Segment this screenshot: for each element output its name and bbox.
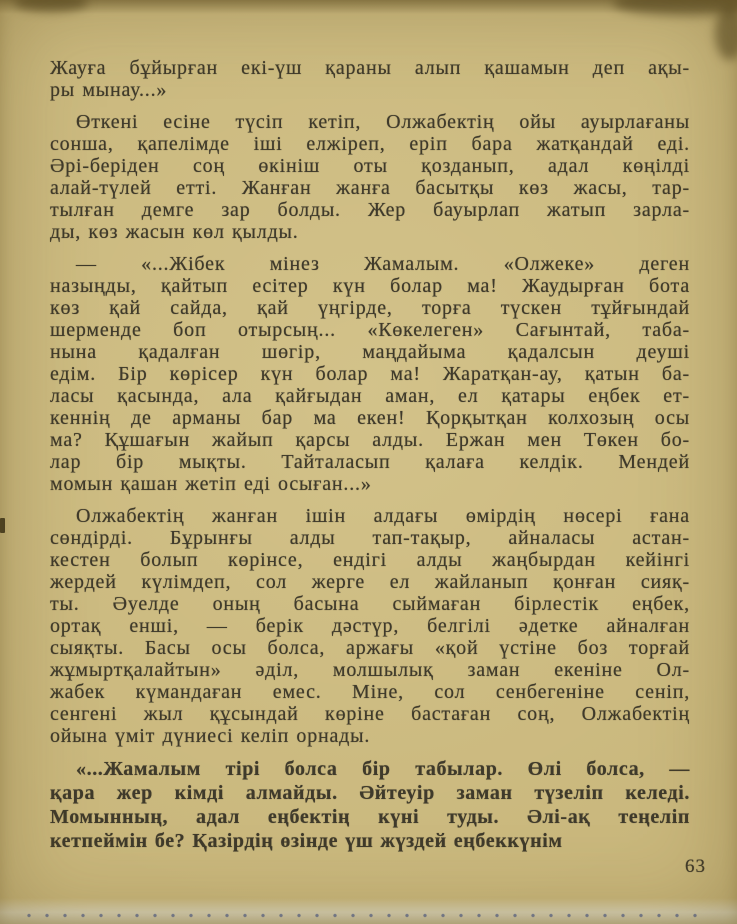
text-line: — «...Жібек мінез Жамалым. «Олжеке» деген xyxy=(76,253,690,275)
text-line: назыңды, қайтып есітер күн болар ма! Жаудырған бота xyxy=(50,275,690,297)
text-line: сенгені жыл құсындай көріне бастаған соң, Олжабектің xyxy=(50,703,690,725)
text-line: жердей күлімдеп, сол жерге ел жайланып қонған сияқ- xyxy=(50,571,690,593)
text-line: едім. Бір көрісер күн болар ма! Жаратқан-ау, қатын ба- xyxy=(50,363,690,385)
text-line: кеннің де арманы бар ма екен! Қорқытқан колхозың осы xyxy=(50,407,690,429)
scan-smudge-top-right-corner xyxy=(715,6,737,60)
text-line: шерменде боп отырсың... «Көкелеген» Сағынтай, таба- xyxy=(50,319,690,341)
text-line: кетпеймін бе? Қазірдің өзінде үш жүздей еңбеккүнім xyxy=(50,830,563,852)
page-number: 63 xyxy=(685,856,706,877)
text-line: сөндірді. Бұрынғы алды тап-тақыр, айналасы астан- xyxy=(50,527,690,549)
paragraph xyxy=(50,757,690,853)
paragraph xyxy=(50,253,690,495)
text-line: «...Жамалым тірі болса бір табылар. Өлі болса, — xyxy=(76,758,690,780)
paragraph xyxy=(50,111,690,243)
text-line: Әрі-беріден соң өкініш оты қозданып, адал көңілді xyxy=(50,155,690,177)
text-line: ортақ енші, — берік дәстүр, белгілі әдетке айналған xyxy=(50,615,690,637)
paragraph xyxy=(50,57,690,101)
page-text xyxy=(50,57,690,863)
text-line: жабек күмандаған емес. Міне, сол сенбегеніне сеніп, xyxy=(50,681,690,703)
text-line: Олжабектің жанған ішін алдағы өмірдің нөсері ғана xyxy=(76,505,690,527)
text-line: ойына үміт дүниесі келіп орнады. xyxy=(50,725,371,747)
scan-edge-bottom xyxy=(0,898,737,924)
text-line: Өткені есіне түсіп кетіп, Олжабектің ойы ауырлағаны xyxy=(76,111,690,133)
text-line: лар бір мықты. Тайталасып қалаға келдік. Мендей xyxy=(50,451,690,473)
text-line: кестен болып көрінсе, ендігі алды жаңбырдан кейінгі xyxy=(50,549,690,571)
text-line: ды, көз жасын көл қылды. xyxy=(50,221,299,243)
text-line: момын қашан жетіп еді осыған...» xyxy=(50,473,372,495)
text-line: тылған демге зар болды. Жер бауырлап жатып зарла- xyxy=(50,199,690,221)
text-line: ма? Құшағын жайып қарсы алды. Ержан мен Төкен бо- xyxy=(50,429,690,451)
text-line: ласы қасында, ала қайғыдан аман, ел қатары еңбек ет- xyxy=(50,385,690,407)
text-line: нына қадалған шөгір, маңдайыма қадалсын деуші xyxy=(50,341,690,363)
text-line: қара жер кімді алмайды. Әйтеуір заман түзеліп келеді. xyxy=(50,782,690,804)
scan-dots-bottom xyxy=(26,912,711,919)
paragraph xyxy=(50,505,690,747)
text-line: алай-түлей етті. Жанған жанға басытқы көз жасы, тар- xyxy=(50,177,690,199)
text-line: жұмыртқалайтын» әділ, молшылық заман екеніне Ол- xyxy=(50,659,690,681)
text-line: Момынның, адал еңбектің күні туды. Әлі-ақ теңеліп xyxy=(50,806,690,828)
text-line: сонша, қапелімде іші елжіреп, еріп бара жатқандай еді. xyxy=(50,133,690,155)
text-line: ты. Әуелде оның басына сыймаған бірлестік еңбек, xyxy=(50,593,690,615)
text-line: сыяқты. Басы осы болса, аржағы «қой үстіне боз торғай xyxy=(50,637,690,659)
text-line: ры мынау...» xyxy=(50,79,168,101)
text-line: көз қай сайда, қай үңгірде, торға түскен тұйғындай xyxy=(50,297,690,319)
scan-mark-left-edge xyxy=(0,518,5,533)
text-line: Жауға бұйырған екі-үш қараны алып қашамын деп ақы- xyxy=(50,57,690,79)
